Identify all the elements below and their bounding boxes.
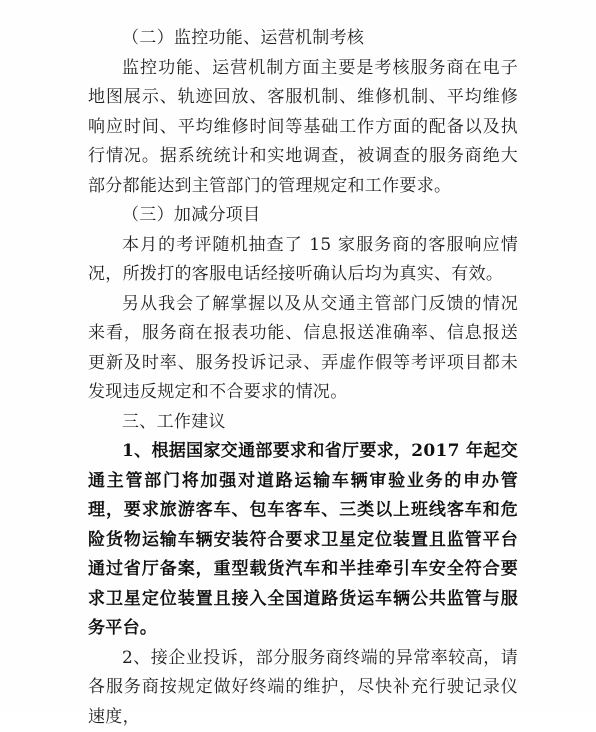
paragraph-monitoring: 监控功能、运营机制方面主要是考核服务商在电子地图展示、轨迹回放、客服机制、维修机制、平均维修响应时间、平均维修时间等基础工作方面的配备以及执行情况。据系统统计和实地调查，被调查的服务商绝大部分都能达到主管部门的管理规定和工作要求。 (88, 54, 518, 202)
section-heading-suggestions: 三、工作建议 (88, 408, 518, 438)
section-heading-monitoring: （二）监控功能、运营机制考核 (88, 24, 518, 54)
paragraph-suggestion-2: 2、接企业投诉，部分服务商终端的异常率较高，请各服务商按规定做好终端的维护，尽快补充行驶记录仪速度， (88, 644, 518, 732)
section-heading-bonus-items: （三）加减分项目 (88, 201, 518, 231)
document-body (88, 24, 518, 732)
paragraph-service-check: 本月的考评随机抽查了 15 家服务商的客服响应情况，所拨打的客服电话经接听确认后均为真实、有效。 (88, 231, 518, 290)
paragraph-suggestion-1: 1、根据国家交通部要求和省厅要求，2017 年起交通主管部门将加强对道路运输车辆审验业务的申办管理，要求旅游客车、包车客车、三类以上班线客车和危险货物运输车辆安装符合要求卫星定位装置且监管平台通过省厅备案，重型载货汽车和半挂牵引车安全符合要求卫星定位装置且接入全国道路货运车辆公共监管与服务平台。 (88, 437, 518, 644)
paragraph-feedback: 另从我会了解掌握以及从交通主管部门反馈的情况来看，服务商在报表功能、信息报送准确率、信息报送更新及时率、服务投诉记录、弄虚作假等考评项目都未发现违反规定和不合要求的情况。 (88, 290, 518, 408)
